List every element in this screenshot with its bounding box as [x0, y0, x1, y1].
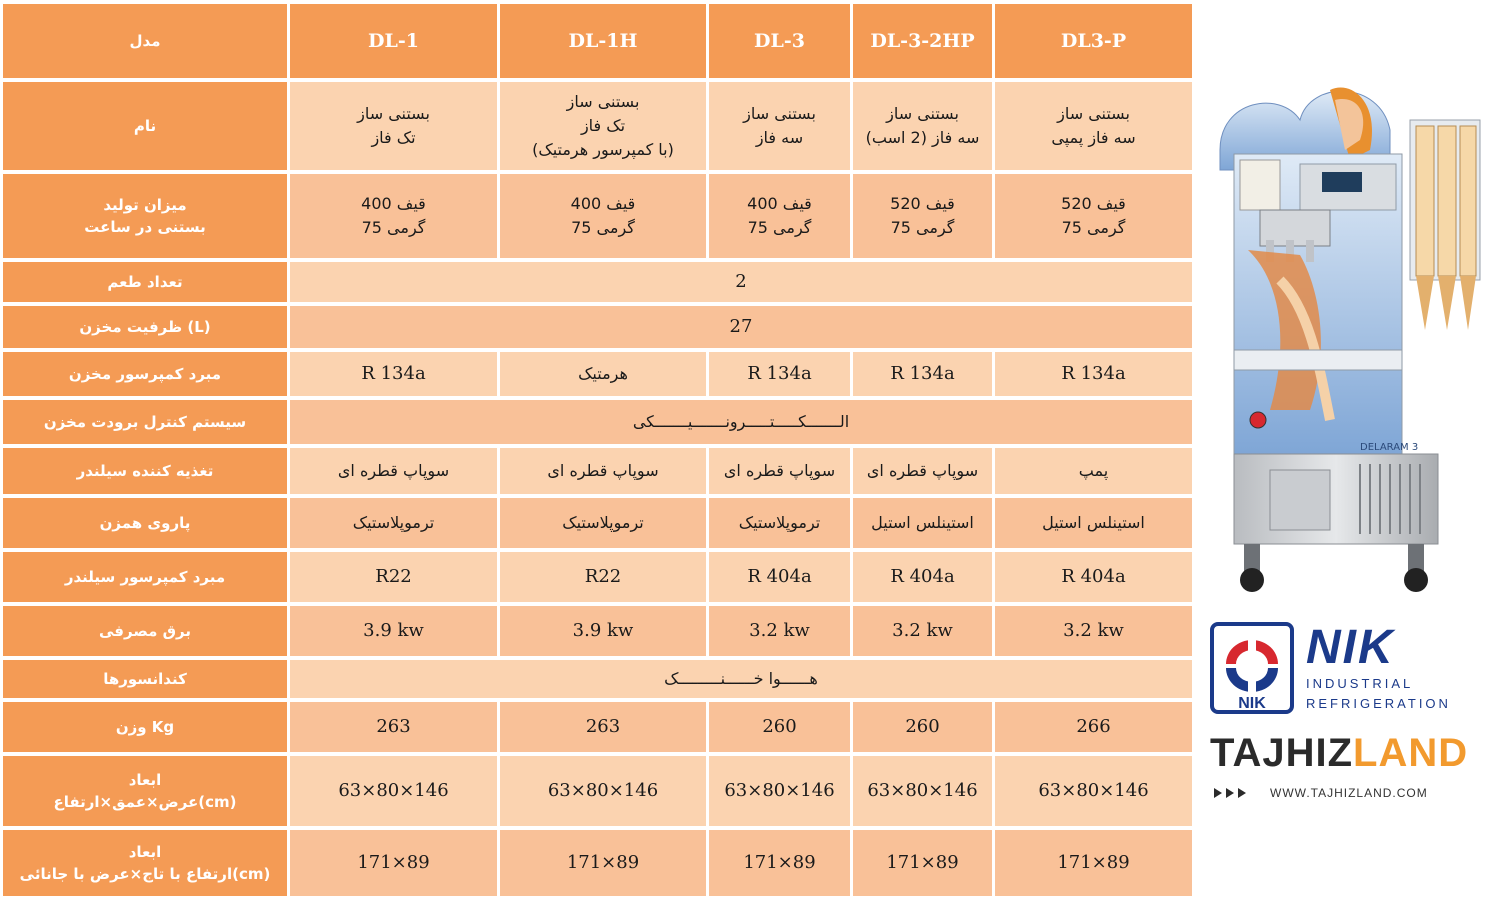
spec-value: 520 قیف 75 گرمی	[853, 174, 992, 258]
spec-row	[3, 306, 1192, 348]
row-label: تعداد طعم	[3, 262, 287, 302]
spec-value: 171×89	[500, 830, 706, 896]
spec-value: بستنی ساز تک فاز (با کمپرسور هرمتیک)	[500, 82, 706, 170]
spec-value: 520 قیف 75 گرمی	[995, 174, 1192, 258]
spec-value: R22	[290, 552, 497, 602]
spec-value: 171×89	[290, 830, 497, 896]
spec-value: ترموپلاستیک	[290, 498, 497, 548]
spec-row	[3, 262, 1192, 302]
nik-industrial: INDUSTRIAL	[1306, 676, 1414, 691]
spec-value: پمپ	[995, 448, 1192, 494]
spec-table-body	[3, 4, 1192, 896]
model-header: DL-3-2HP	[853, 4, 992, 78]
nik-badge-text: NIK	[1238, 695, 1266, 712]
spec-value: R 134a	[709, 352, 850, 396]
nik-refrigeration: REFRIGERATION	[1306, 696, 1451, 711]
spec-value: 400 قیف 75 گرمی	[500, 174, 706, 258]
spec-value: R 134a	[995, 352, 1192, 396]
spec-row	[3, 660, 1192, 698]
row-label: میزان تولید بستنی در ساعت	[3, 174, 287, 258]
spec-value: ترموپلاستیک	[709, 498, 850, 548]
tajhizland-url: WWW.TAJHIZLAND.COM	[1270, 786, 1428, 800]
spec-value: 3.9 kw	[290, 606, 497, 656]
spec-value: 260	[709, 702, 850, 752]
spec-value: 3.2 kw	[995, 606, 1192, 656]
spec-value: 63×80×146	[500, 756, 706, 826]
spec-value: سوپاپ قطره ای	[290, 448, 497, 494]
spec-row	[3, 400, 1192, 444]
spec-value: بستنی ساز سه فاز پمپی	[995, 82, 1192, 170]
row-label: کندانسورها	[3, 660, 287, 698]
row-label: مبرد کمپرسور مخزن	[3, 352, 287, 396]
nik-title: NIK	[1306, 621, 1395, 674]
spec-value: 63×80×146	[709, 756, 850, 826]
arrows-icon	[1212, 786, 1262, 800]
spec-value: 27	[290, 306, 1192, 348]
model-header: DL3-P	[995, 4, 1192, 78]
row-label: ابعاد ارتفاع با تاج×عرض با جانائی(cm)	[3, 830, 287, 896]
spec-value: 63×80×146	[853, 756, 992, 826]
spec-row	[3, 830, 1192, 896]
spec-value: R 404a	[995, 552, 1192, 602]
spec-value: 263	[500, 702, 706, 752]
spec-value: استینلس استیل	[853, 498, 992, 548]
spec-value: 400 قیف 75 گرمی	[709, 174, 850, 258]
spec-value: R 134a	[290, 352, 497, 396]
spec-value: 266	[995, 702, 1192, 752]
spec-value: بستنی ساز سه فاز	[709, 82, 850, 170]
spec-value: استینلس استیل	[995, 498, 1192, 548]
spec-value: R 404a	[853, 552, 992, 602]
spec-row	[3, 174, 1192, 258]
spec-value: 400 قیف 75 گرمی	[290, 174, 497, 258]
header-row	[3, 4, 1192, 78]
nik-wordmark	[1306, 622, 1476, 714]
ice-cream-machine-image	[1210, 80, 1486, 600]
nik-logo	[1210, 622, 1470, 718]
tajhiz-text: TAJHIZ	[1210, 731, 1354, 775]
spec-row	[3, 702, 1192, 752]
spec-value: سوپاپ قطره ای	[500, 448, 706, 494]
row-label: ابعاد عرض×عمق×ارتفاع(cm)	[3, 756, 287, 826]
spec-value: بستنی ساز تک فاز	[290, 82, 497, 170]
spec-value: 171×89	[853, 830, 992, 896]
spec-value: هرمتیک	[500, 352, 706, 396]
row-label: نام	[3, 82, 287, 170]
spec-row	[3, 352, 1192, 396]
spec-value: R 134a	[853, 352, 992, 396]
tajhizland-wordmark	[1210, 730, 1470, 776]
spec-value: 2	[290, 262, 1192, 302]
row-label: پاروی همزن	[3, 498, 287, 548]
spec-value: R 404a	[709, 552, 850, 602]
spec-row	[3, 606, 1192, 656]
row-label: تغذیه کننده سیلندر	[3, 448, 287, 494]
spec-value: الـــــــکـــــتـــــرونـــــــیـــــــکی	[290, 400, 1192, 444]
spec-value: R22	[500, 552, 706, 602]
spec-value: 3.2 kw	[853, 606, 992, 656]
spec-value: 63×80×146	[290, 756, 497, 826]
spec-value: هــــــوا خــــــنـــــــــک	[290, 660, 1192, 698]
spec-value: 260	[853, 702, 992, 752]
spec-value: سوپاپ قطره ای	[853, 448, 992, 494]
spec-value: 171×89	[709, 830, 850, 896]
spec-value: سوپاپ قطره ای	[709, 448, 850, 494]
spec-row	[3, 552, 1192, 602]
row-label: برق مصرفی	[3, 606, 287, 656]
row-label: مبرد کمپرسور سیلندر	[3, 552, 287, 602]
spec-value: ترموپلاستیک	[500, 498, 706, 548]
machine-brand-label: DELARAM 3	[1360, 442, 1419, 453]
spec-value: 171×89	[995, 830, 1192, 896]
spec-value: 263	[290, 702, 497, 752]
model-header: DL-1	[290, 4, 497, 78]
land-text: LAND	[1353, 731, 1469, 775]
spec-row	[3, 448, 1192, 494]
right-panel	[1196, 0, 1500, 897]
spec-value: 3.2 kw	[709, 606, 850, 656]
spec-value: 63×80×146	[995, 756, 1192, 826]
spec-row	[3, 82, 1192, 170]
row-label: سیستم کنترل برودت مخزن	[3, 400, 287, 444]
spec-row	[3, 756, 1192, 826]
row-label: وزن Kg	[3, 702, 287, 752]
spec-value: 3.9 kw	[500, 606, 706, 656]
row-label: ظرفیت مخزن (L)	[3, 306, 287, 348]
model-header: DL-1H	[500, 4, 706, 78]
model-header: DL-3	[709, 4, 850, 78]
nik-emblem-icon	[1210, 622, 1294, 714]
spec-value: بستنی ساز (سه فاز (2 اسب	[853, 82, 992, 170]
tajhizland-logo	[1210, 730, 1470, 810]
header-label: مدل	[3, 4, 287, 78]
spec-row	[3, 498, 1192, 548]
